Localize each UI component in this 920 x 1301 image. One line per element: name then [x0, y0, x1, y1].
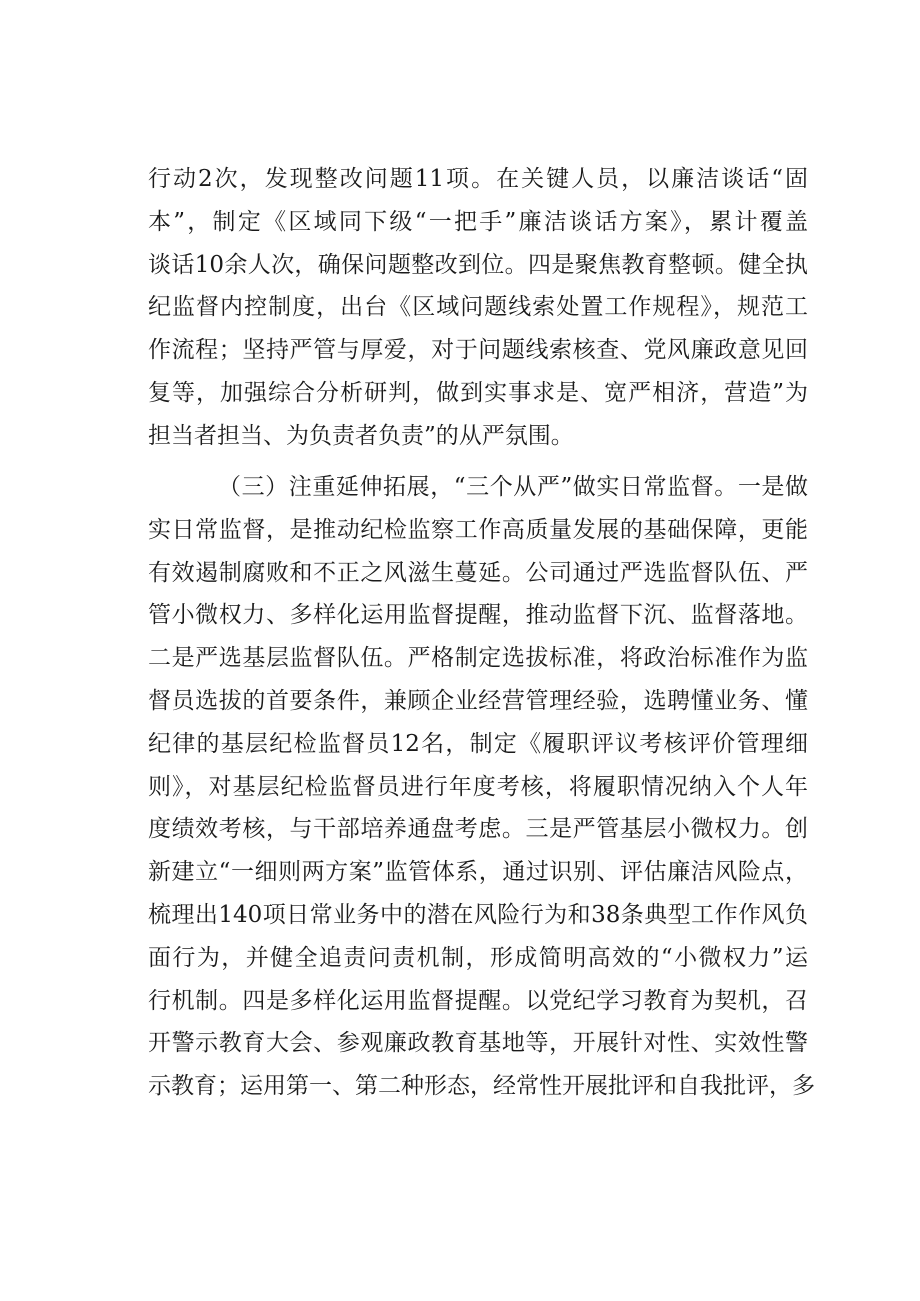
- paragraph-line: 实日常监督，是推动纪检监察工作高质量发展的基础保障，更能: [148, 516, 808, 543]
- paragraph-line: 有效遏制腐败和不正之风滋生蔓延。公司通过严选监督队伍、严: [148, 559, 808, 586]
- paragraph-line: 行机制。四是多样化运用监督提醒。以党纪学习教育为契机，召: [148, 987, 808, 1014]
- paragraph-line: 度绩效考核，与干部培养通盘考虑。三是严管基层小微权力。创: [148, 816, 808, 843]
- paragraph-line: 示教育；运用第一、第二种形态，经常性开展批评和自我批评，多: [148, 1073, 815, 1100]
- paragraph-line: 管小微权力、多样化运用监督提醒，推动监督下沉、监督落地。: [148, 602, 808, 629]
- paragraph-line: 谈话10余人次，确保问题整改到位。四是聚焦教育整顿。健全执: [148, 251, 808, 278]
- paragraph-line: 担当者担当、为负责者负责”的从严氛围。: [148, 422, 574, 449]
- paragraph-1: [148, 158, 808, 458]
- paragraph-line: 开警示教育大会、参观廉政教育基地等，开展针对性、实效性警: [148, 1030, 808, 1057]
- paragraph-2: [148, 466, 815, 1108]
- paragraph-line: 督员选拔的首要条件，兼顾企业经营管理经验，选聘懂业务、懂: [148, 687, 808, 714]
- paragraph-line: 面行为，并健全追责问责机制，形成简明高效的“小微权力”运: [148, 944, 808, 971]
- paragraph-line: 则》，对基层纪检监督员进行年度考核，将履职情况纳入个人年: [148, 773, 808, 800]
- paragraph-line: 行动2次，发现整改问题11项。在关键人员，以廉洁谈话“固: [148, 166, 808, 192]
- paragraph-line: 新建立“一细则两方案”监管体系，通过识别、评估廉洁风险点，: [148, 859, 808, 886]
- section-heading-line: （三）注重延伸拓展，“三个从严”做实日常监督。一是做: [218, 474, 808, 500]
- paragraph-line: 作流程；坚持严管与厚爱，对于问题线索核查、党风廉政意见回: [148, 337, 808, 364]
- paragraph-line: 二是严选基层监督队伍。严格制定选拔标准，将政治标准作为监: [148, 645, 808, 672]
- paragraph-line: 梳理出140项日常业务中的潜在风险行为和38条典型工作作风负: [148, 901, 808, 928]
- paragraph-line: 纪监督内控制度，出台《区域问题线索处置工作规程》，规范工: [148, 294, 808, 321]
- paragraph-line: 本”，制定《区域同下级“一把手”廉洁谈话方案》，累计覆盖: [148, 208, 808, 235]
- paragraph-line: 复等，加强综合分析研判，做到实事求是、宽严相济，营造”为: [148, 379, 808, 406]
- paragraph-line: 纪律的基层纪检监督员12名，制定《履职评议考核评价管理细: [148, 730, 808, 757]
